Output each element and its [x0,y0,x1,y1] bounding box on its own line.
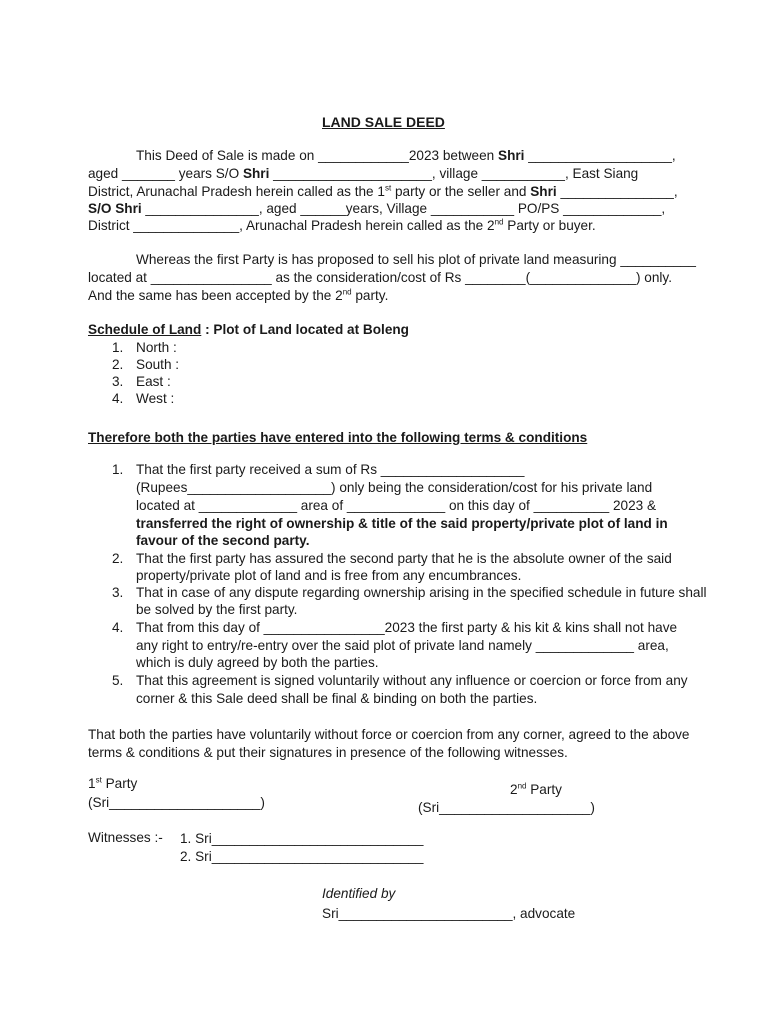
term-3-number: 3. [112,585,124,600]
second-party-label: 2nd Party [510,781,562,797]
schedule-num: 4. [112,391,124,406]
term-2-number: 2. [112,551,124,566]
witness-1-line: 1. Sri____________________________ [180,831,424,846]
first-party-signature-line: (Sri____________________) [88,795,265,810]
schedule-item-east: East : [136,374,171,389]
closing-line-2: terms & conditions & put their signatures in presence of the following witnesses. [88,745,568,760]
term-5-line-2: corner & this Sale deed shall be final & binding on both the parties. [136,691,538,706]
intro-line-2: aged _______ years S/O Shri _____________________, village ___________, East Siang [88,166,639,181]
whereas-line-1: Whereas the first Party is has proposed to sell his plot of private land measuring __________ [136,252,696,267]
terms-heading: Therefore both the parties have entered into the following terms & conditions [88,430,588,445]
term-1-line-4: transferred the right of ownership & title of the said property/private plot of land in [136,516,668,531]
term-4-line-1: That from this day of ________________2023 the first party & his kit & kins shall not have [136,620,678,635]
deed-title: LAND SALE DEED [322,114,445,130]
term-2-line-2: property/private plot of land and is free from any encumbrances. [136,568,522,583]
advocate-signature-line: Sri_______________________, advocate [322,906,576,921]
term-1-line-5: favour of the second party. [136,533,310,548]
whereas-line-3: And the same has been accepted by the 2nd party. [88,287,389,303]
intro-line-1: This Deed of Sale is made on ____________2023 between Shri ___________________, [136,148,676,163]
term-1-line-3: located at _____________ area of _____________ on this day of __________ 2023 & [136,498,657,513]
term-4-line-3: which is duly agreed by both the parties. [136,655,379,670]
term-2-line-1: That the first party has assured the second party that he is the absolute owner of the said [136,551,672,566]
intro-line-4: S/O Shri _______________, aged ______years, Village ___________ PO/PS _____________, [88,201,666,216]
term-4-line-2: any right to entry/re-entry over the said plot of private land namely _____________ area, [136,638,669,653]
closing-line-1: That both the parties have voluntarily without force or coercion from any corner, agreed to the above [88,727,690,742]
schedule-item-west: West : [136,391,175,406]
term-4-number: 4. [112,620,124,635]
term-1-number: 1. [112,462,124,477]
schedule-num: 3. [112,374,124,389]
whereas-line-2: located at ________________ as the consideration/cost of Rs ________(______________) only. [88,270,672,285]
schedule-item-south: South : [136,357,180,372]
witnesses-label: Witnesses :- [88,830,163,845]
term-5-line-1: That this agreement is signed voluntarily without any influence or coercion or force from any [136,673,688,688]
term-3-line-1: That in case of any dispute regarding ownership arising in the specified schedule in future shall [136,585,707,600]
intro-line-3: District, Arunachal Pradesh herein called as the 1st party or the seller and Shri _______________, [88,183,678,199]
term-3-line-2: be solved by the first party. [136,602,298,617]
second-party-signature-line: (Sri____________________) [418,800,595,815]
term-1-line-2: (Rupees___________________) only being the consideration/cost for his private land [136,480,653,495]
schedule-item-north: North : [136,340,177,355]
schedule-num: 2. [112,357,124,372]
schedule-num: 1. [112,340,124,355]
schedule-heading: Schedule of Land : Plot of Land located at Boleng [88,322,409,337]
identified-by-label: Identified by [322,886,396,901]
witness-2-line: 2. Sri____________________________ [180,849,424,864]
term-1-line-1: That the first party received a sum of Rs ___________________ [136,462,525,477]
term-5-number: 5. [112,673,124,688]
first-party-label: 1st Party [88,775,138,791]
intro-line-5: District ______________, Arunachal Pradesh herein called as the 2nd Party or buyer. [88,217,596,233]
